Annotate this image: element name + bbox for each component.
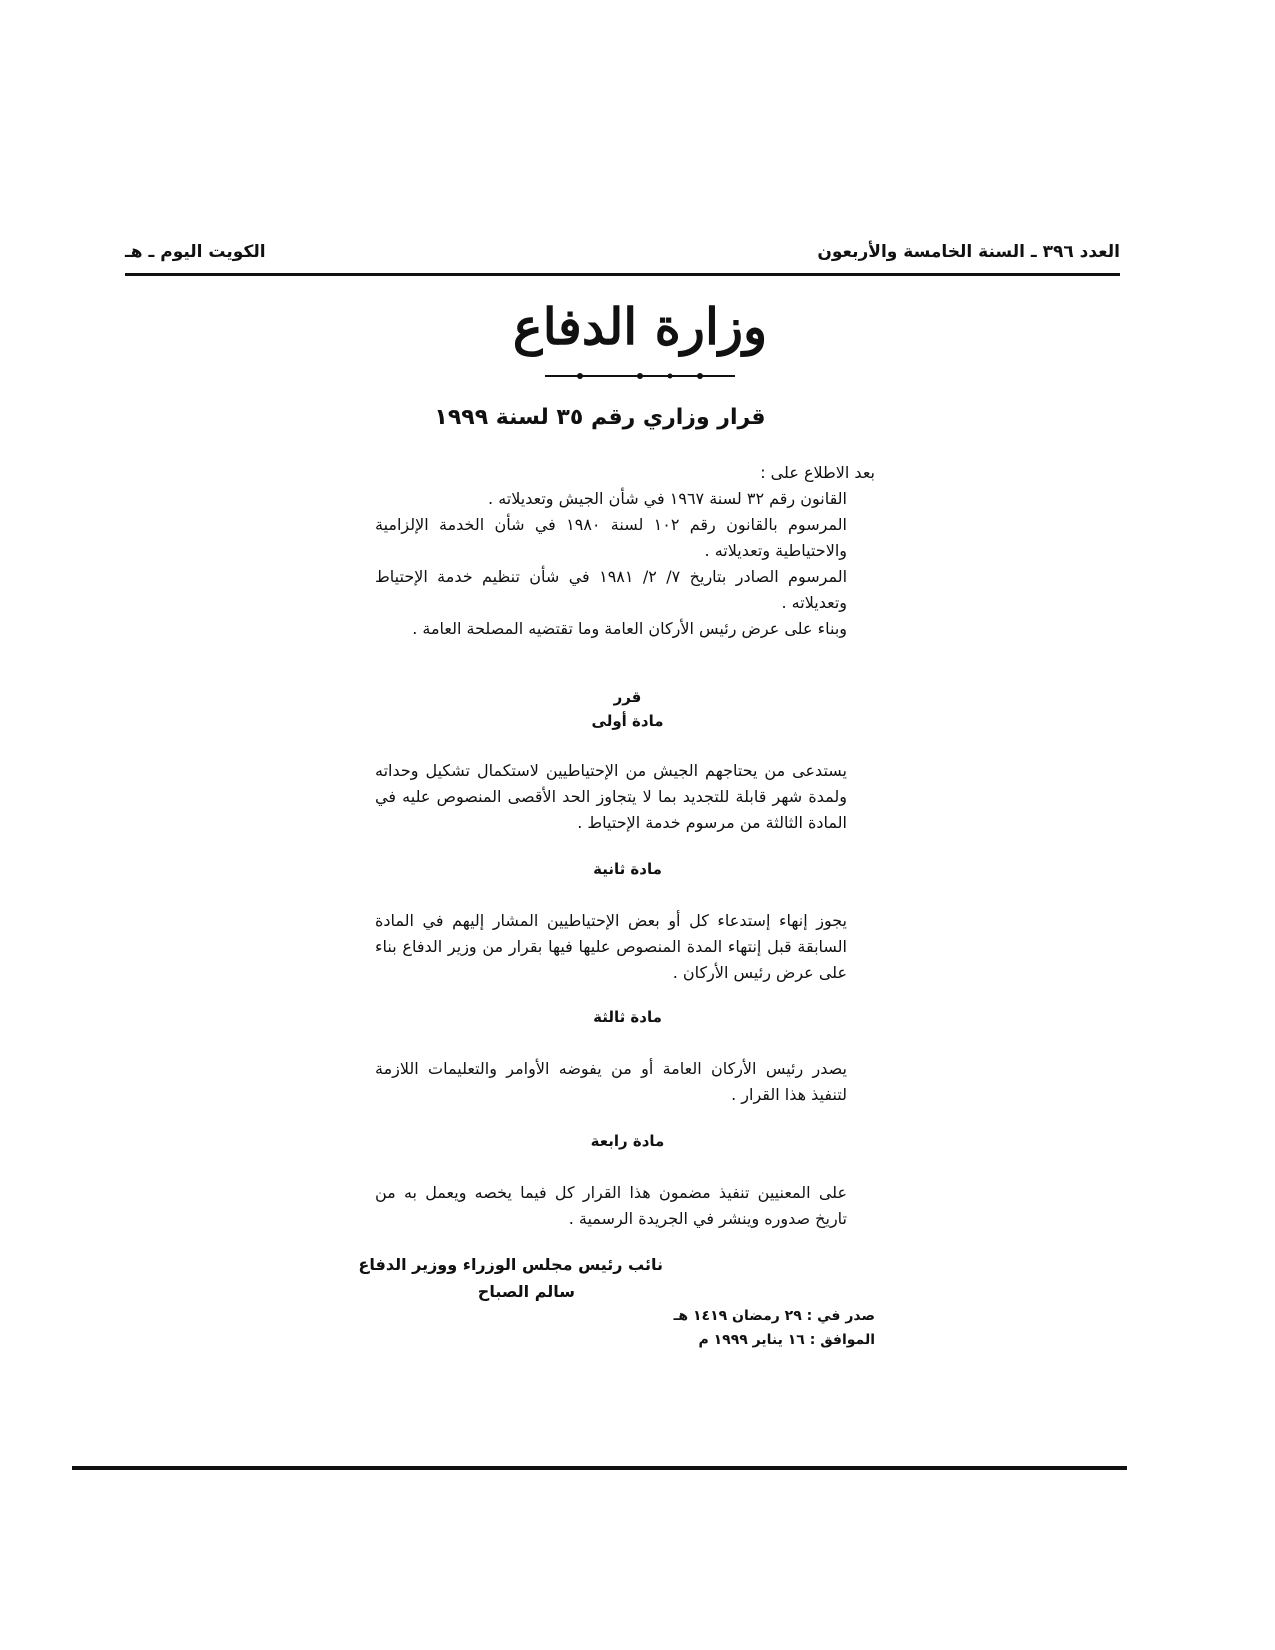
preamble-item: القانون رقم ٣٢ لسنة ١٩٦٧ في شأن الجيش وتعديلاته . bbox=[488, 489, 847, 508]
issue-date-hijri: صدر في : ٢٩ رمضان ١٤١٩ هـ bbox=[673, 1308, 875, 1324]
preamble-item: وبناء على عرض رئيس الأركان العامة وما تقتضيه المصلحة العامة . bbox=[412, 619, 847, 638]
article-heading: مادة أولى bbox=[591, 712, 664, 730]
ministry-logo bbox=[505, 292, 775, 392]
article-paragraph: على المعنيين تنفيذ مضمون هذا القرار كل فيما يخصه ويعمل به من تاريخ صدوره وينشر في الجريدة الرسمية . bbox=[375, 1183, 847, 1228]
header-divider bbox=[125, 273, 1120, 276]
signatory-position: نائب رئيس مجلس الوزراء ووزير الدفاع bbox=[358, 1255, 663, 1274]
article-paragraph: يستدعى من يحتاجهم الجيش من الإحتياطيين لاستكمال تشكيل وحداته ولمدة شهر قابلة للتجديد بما لا يتجاوز الحد الأقصى المنصوص عليه في المادة الثالثة من مرسوم خدمة الإحتياط . bbox=[375, 761, 847, 832]
publication-name: الكويت اليوم ـ هـ bbox=[125, 242, 266, 262]
decision-title: قرار وزاري رقم ٣٥ لسنة ١٩٩٩ bbox=[434, 405, 766, 430]
article-text bbox=[375, 1056, 875, 1108]
preamble-item: المرسوم بالقانون رقم ١٠٢ لسنة ١٩٨٠ في شأن الخدمة الإلزامية والاحتياطية وتعديلاته . bbox=[375, 515, 848, 560]
issue-date-gregorian: الموافق : ١٦ يناير ١٩٩٩ م bbox=[698, 1332, 875, 1348]
preamble-item: المرسوم الصادر بتاريخ ٧/ ٢/ ١٩٨١ في شأن تنظيم خدمة الإحتياط وتعديلاته . bbox=[375, 567, 848, 612]
article-text bbox=[375, 758, 875, 836]
decided-label: قرر bbox=[613, 688, 642, 706]
article-heading: مادة ثانية bbox=[593, 860, 662, 878]
ministry-logo-text: وزارة الدفاع bbox=[512, 297, 768, 356]
page-header bbox=[125, 242, 1120, 268]
footer-divider bbox=[72, 1466, 1127, 1470]
article-text bbox=[375, 1180, 875, 1232]
signatory-name: سالم الصباح bbox=[477, 1282, 575, 1301]
article-text bbox=[375, 908, 875, 986]
article-paragraph: يصدر رئيس الأركان العامة أو من يفوضه الأوامر والتعليمات اللازمة لتنفيذ هذا القرار . bbox=[375, 1059, 847, 1104]
article-heading: مادة رابعة bbox=[590, 1132, 665, 1150]
article-paragraph: يجوز إنهاء إستدعاء كل أو بعض الإحتياطيين المشار إليهم في المادة السابقة قبل إنتهاء المدة المنصوص عليها فيها بقرار من وزير الدفاع بناء على عرض رئيس الأركان . bbox=[375, 911, 847, 982]
preamble-intro: بعد الاطلاع على : bbox=[760, 463, 875, 482]
article-heading: مادة ثالثة bbox=[593, 1008, 662, 1026]
ornament-line-icon bbox=[540, 370, 740, 382]
issue-number: العدد ٣٩٦ ـ السنة الخامسة والأربعون bbox=[817, 242, 1120, 262]
preamble bbox=[375, 460, 875, 642]
